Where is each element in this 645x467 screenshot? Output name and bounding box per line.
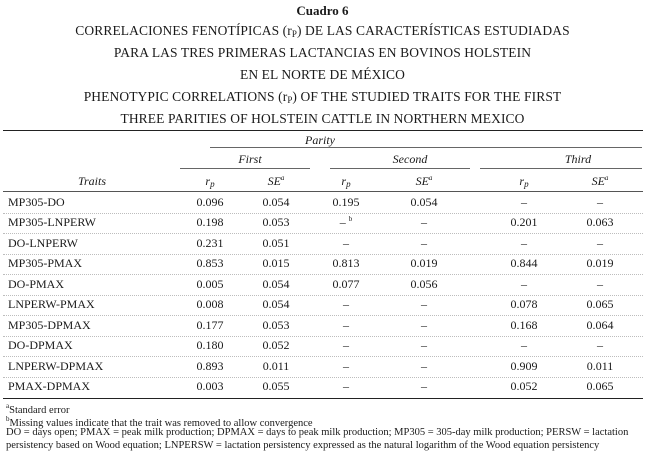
cell-se-first: 0.054 [262,277,290,291]
cell-rp-second: – [343,338,349,352]
cell-se-second: – [421,297,427,311]
cell-rp-third: 0.909 [510,359,538,373]
cell-rp-second: 0.077 [332,277,360,291]
cell-se-first: 0.054 [262,195,290,209]
cell-rp-second: – [343,318,349,332]
footnote-abbreviations: DO = days open; PMAX = peak milk production; DPMAX = days to peak milk production; MP305 = 305-day milk production; PERSW = lactation persistency based on Wood equation; LNPERSW = lactation persistency expressed as the natural logarithm of the Wood equation persistency [6,427,629,451]
trait-label: MP305-DPMAX [8,318,91,332]
parity-rule [210,147,642,148]
footnote-b-marker: b [348,215,353,223]
cell-se-first: 0.055 [262,379,290,393]
cell-rp-first: 0.180 [196,338,224,352]
cell-se-second: 0.019 [410,256,438,270]
cell-rp-first: 0.003 [196,379,224,393]
row-separator [3,254,643,255]
row-separator [3,213,643,214]
group-rule-first [180,168,310,169]
cell-se-third: – [597,277,603,291]
group-rule-third [480,168,642,169]
header-se-second: $SE^a$ [415,174,433,188]
row-separator [3,274,643,275]
cell-rp-first: 0.096 [196,195,224,209]
cell-rp-second: 0.813 [332,256,360,270]
cell-se-second: – [421,215,427,229]
cell-rp-first: 0.893 [196,359,224,373]
cell-se-third: 0.065 [586,379,614,393]
cell-rp-third: 0.201 [510,215,538,229]
cell-rp-third: 0.168 [510,318,538,332]
title-es-line-1: CORRELACIONES FENOTÍPICAS $(r_P)$ DE LAS CARACTERÍSTICAS ESTUDIADAS [75,23,570,39]
header-group-third: Third [564,152,592,166]
header-traits: Traits [78,174,107,188]
cell-se-second: – [421,359,427,373]
cell-rp-first: 0.177 [196,318,224,332]
group-rule-second [330,168,470,169]
row-separator [3,233,643,234]
trait-label: LNPERW-PMAX [8,297,95,311]
cell-se-third: 0.064 [586,318,614,332]
cell-rp-third: – [521,338,527,352]
cell-rp-third: – [521,236,527,250]
cell-rp-third: 0.844 [510,256,538,270]
header-group-second: Second [392,152,428,166]
cell-se-third: 0.065 [586,297,614,311]
cell-se-third: 0.019 [586,256,614,270]
row-separator [3,295,643,296]
trait-label: MP305-PMAX [8,256,83,270]
trait-label: DO-LNPERW [8,236,78,250]
row-separator [3,336,643,337]
row-separator [3,356,643,357]
cell-rp-second: – [343,236,349,250]
cell-rp-third: – [521,277,527,291]
table-label: Cuadro 6 [296,3,349,18]
top-rule [3,130,643,131]
cell-se-second: 0.054 [410,195,438,209]
trait-label: PMAX-DPMAX [8,379,91,393]
cell-se-third: – [597,236,603,250]
cell-se-first: 0.054 [262,297,290,311]
header-rp-first: $r_p$ [205,174,215,189]
cell-se-third: – [597,338,603,352]
trait-label: LNPERW-DPMAX [8,359,104,373]
cell-rp-third: 0.052 [510,379,538,393]
cell-rp-first: 0.005 [196,277,224,291]
cell-se-first: 0.015 [262,256,290,270]
header-se-first: $SE^a$ [267,174,285,188]
cell-rp-first: 0.198 [196,215,224,229]
title-es-line-3: EN EL NORTE DE MÉXICO [239,67,406,82]
row-separator [3,315,643,316]
cell-se-first: 0.053 [262,215,290,229]
cell-rp-first: 0.008 [196,297,224,311]
trait-label: DO-PMAX [8,277,65,291]
header-group-first: First [238,152,262,166]
header-bottom-rule [3,191,643,192]
cell-se-second: – [421,318,427,332]
cell-rp-first: 0.853 [196,256,224,270]
title-en-line-1: PHENOTYPIC CORRELATIONS $(r_P)$ OF THE STUDIED TRAITS FOR THE FIRST [83,89,562,105]
cell-se-first: 0.011 [262,359,290,373]
cell-se-second: – [421,338,427,352]
trait-label: MP305-LNPERW [8,215,97,229]
cell-se-third: – [597,195,603,209]
footnote-a: $^a$Standard error [6,402,70,416]
cell-rp-second: – [343,297,349,311]
cell-se-first: 0.052 [262,338,290,352]
cell-se-first: 0.051 [262,236,290,250]
header-se-third: $SE^a$ [591,174,609,188]
cell-se-second: – [421,236,427,250]
cell-se-third: 0.011 [586,359,614,373]
cell-se-first: 0.053 [262,318,290,332]
trait-label: MP305-DO [8,195,65,209]
cell-se-second: – [421,379,427,393]
trait-label: DO-DPMAX [8,338,73,352]
cell-rp-second: – [343,379,349,393]
cell-rp-second: 0.195 [332,195,360,209]
cell-rp-first: 0.231 [196,236,224,250]
header-rp-second: $r_p$ [341,174,351,189]
cell-se-third: 0.063 [586,215,614,229]
cell-rp-second: – [343,359,349,373]
cell-rp-second: – $^b$ [339,215,353,229]
cell-se-second: 0.056 [410,277,438,291]
cell-rp-third: – [521,195,527,209]
header-parity: Parity [305,133,335,147]
title-en-line-2: THREE PARITIES OF HOLSTEIN CATTLE IN NORTHERN MEXICO [120,111,525,126]
row-separator [3,377,643,378]
title-es-line-2: PARA LAS TRES PRIMERAS LACTANCIAS EN BOVINOS HOLSTEIN [113,45,532,60]
header-rp-third: $r_p$ [519,174,529,189]
cell-rp-third: 0.078 [510,297,538,311]
footnote-b: $^b$Missing values indicate that the trait was removed to allow convergence [6,415,313,429]
